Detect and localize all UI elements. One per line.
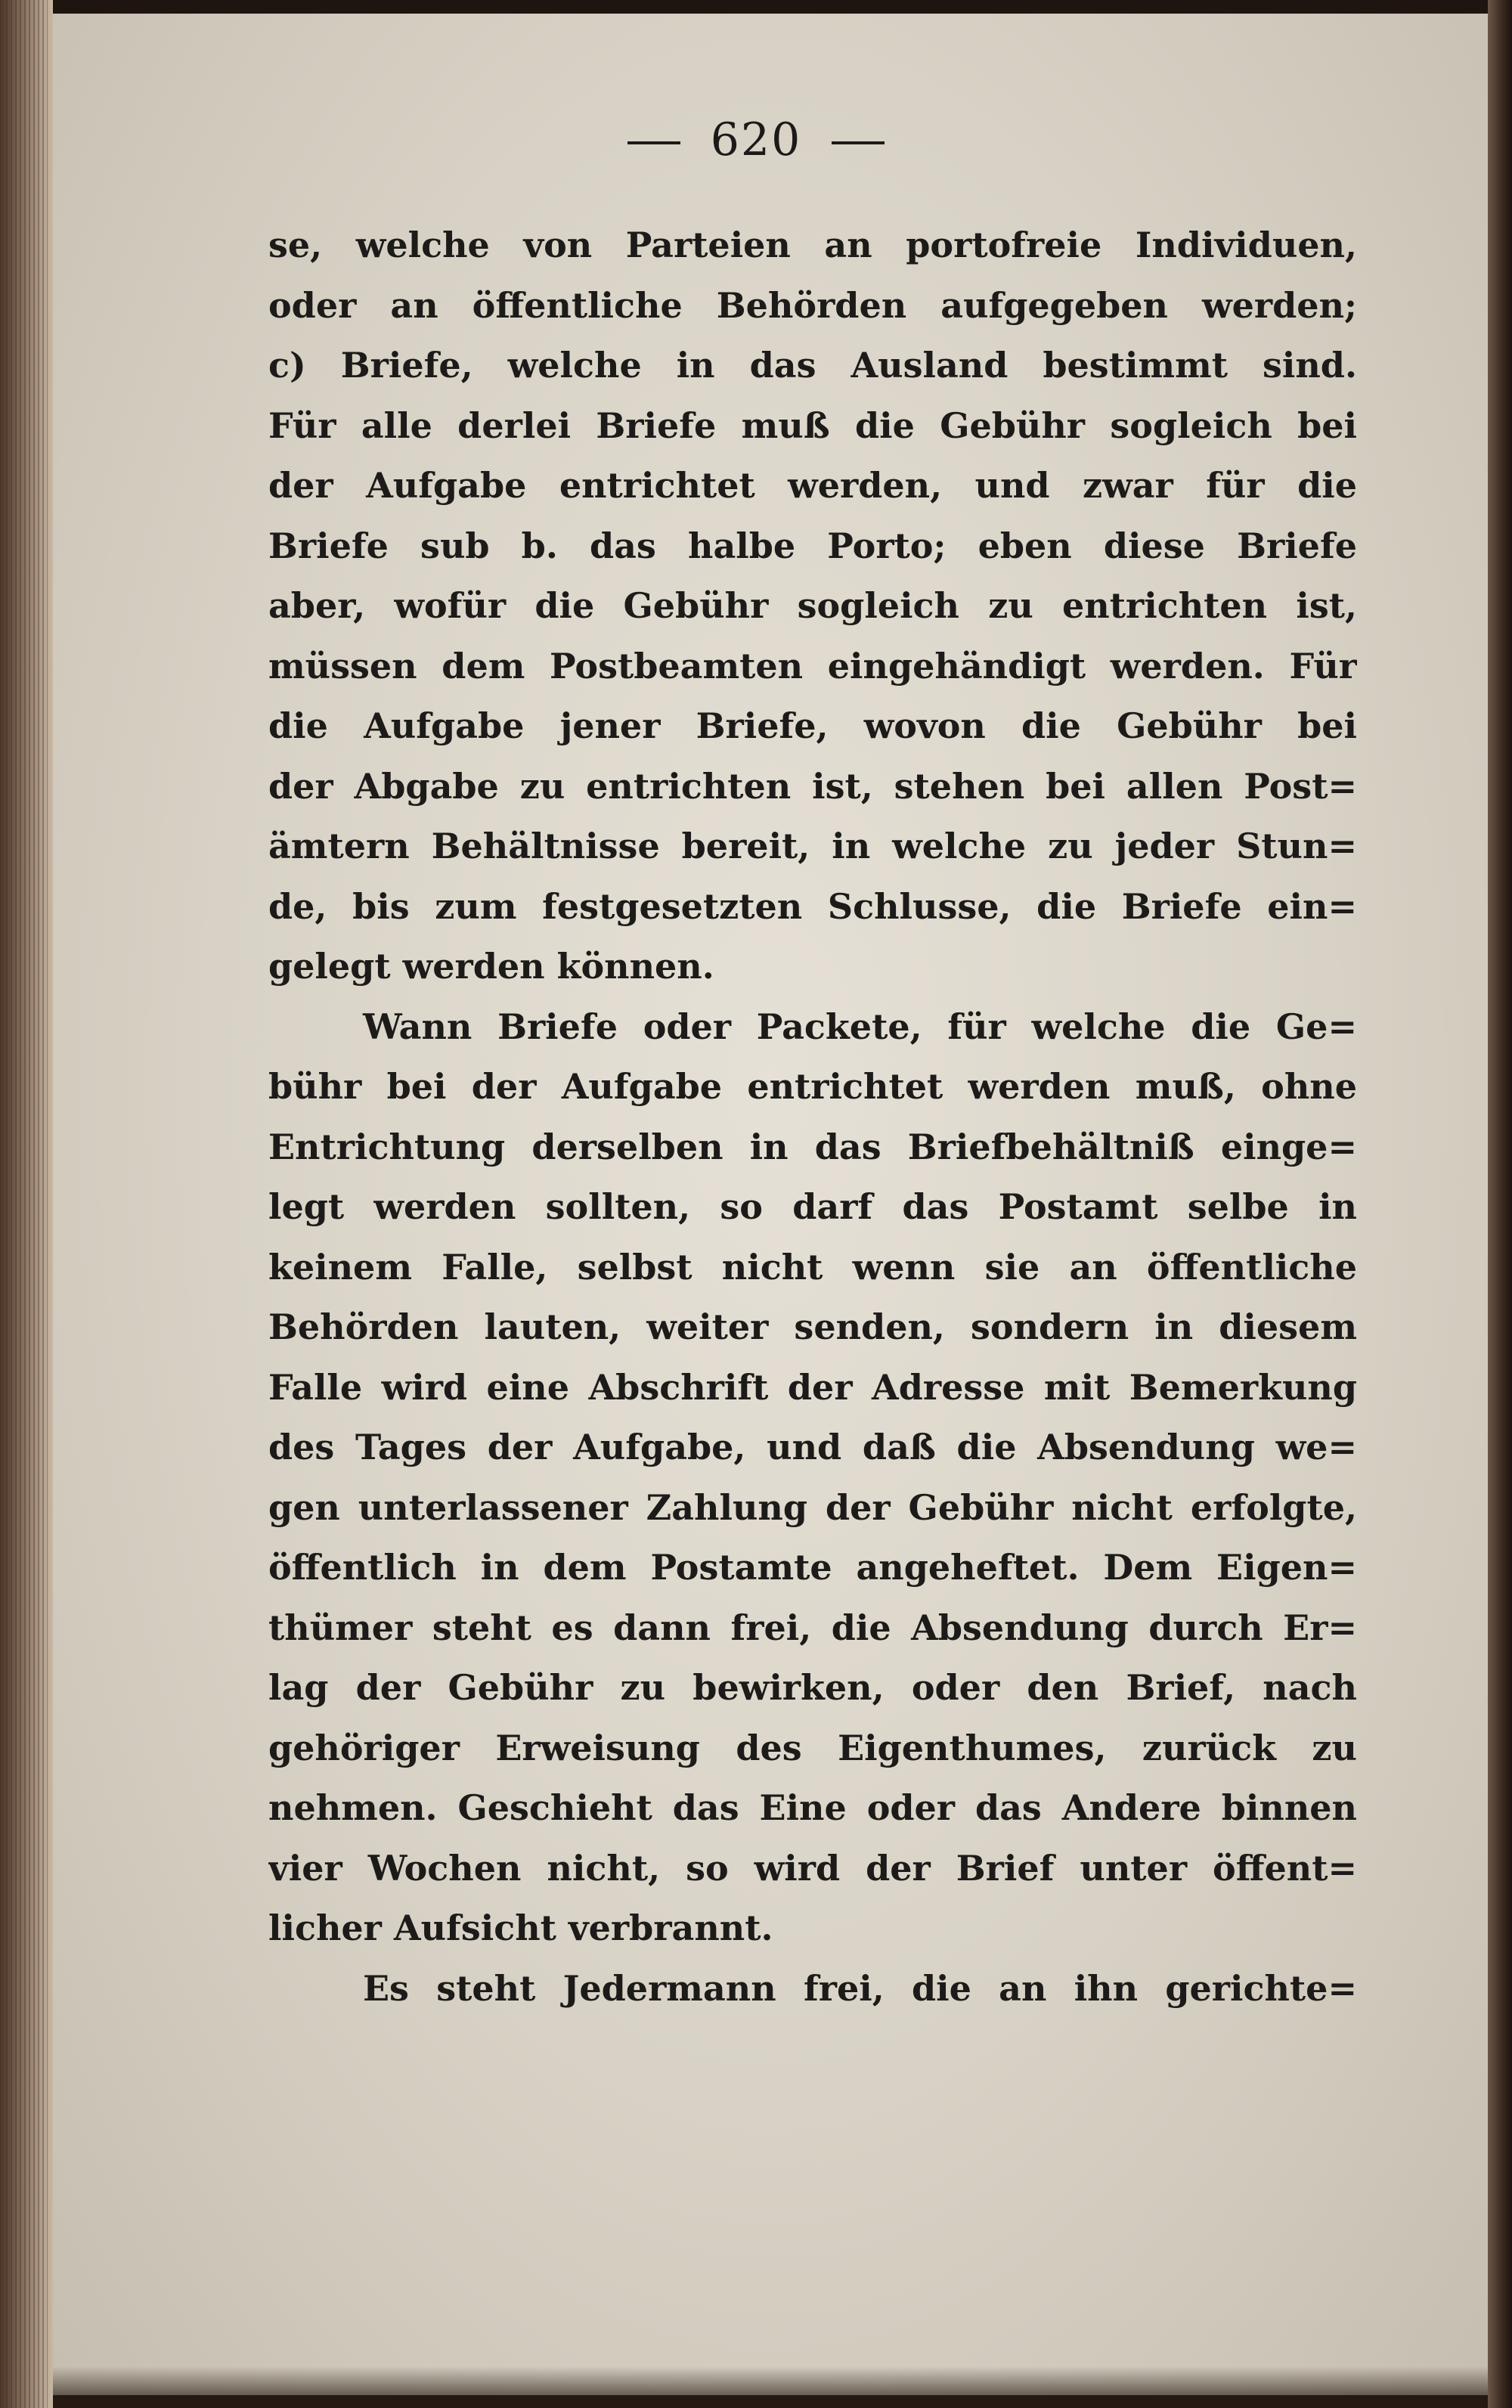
page-number: 620 (710, 113, 802, 166)
text-line: müssen dem Postbeamten eingehändigt werden. Für (268, 645, 1357, 686)
text-line: gehöriger Erweisung des Eigenthumes, zurück zu (268, 1727, 1357, 1768)
bottom-shadow (53, 2366, 1488, 2408)
text-line: der Abgabe zu entrichten ist, stehen bei allen Post= (268, 765, 1357, 807)
text-line: gen unterlassener Zahlung der Gebühr nicht erfolgte, (268, 1486, 1357, 1528)
page-header (0, 113, 1512, 166)
text-line: licher Aufsicht verbrannt. (268, 1907, 773, 1948)
text-line: Wann Briefe oder Packete, für welche die Ge= (363, 1006, 1357, 1047)
text-line: die Aufgabe jener Briefe, wovon die Gebühr bei (268, 705, 1357, 746)
text-line: c) Briefe, welche in das Ausland bestimmt sind. (268, 345, 1357, 386)
right-binding-edge (1488, 0, 1512, 2408)
text-line: de, bis zum festgesetzten Schlusse, die Briefe ein= (268, 885, 1357, 927)
text-line: thümer steht es dann frei, die Absendung durch Er= (268, 1607, 1357, 1648)
text-line: der Aufgabe entrichtet werden, und zwar für die (268, 465, 1357, 506)
text-line: Entrichtung derselben in das Briefbehältniß einge= (268, 1126, 1357, 1167)
text-line: ämtern Behältnisse bereit, in welche zu jeder Stun= (268, 826, 1357, 866)
page-stack-lines (6, 0, 48, 2408)
text-line: bühr bei der Aufgabe entrichtet werden muß, ohne (268, 1066, 1357, 1107)
text-line: Behörden lauten, weiter senden, sondern in diesem (268, 1306, 1357, 1347)
header-left-dash (627, 141, 680, 144)
text-line: Briefe sub b. das halbe Porto; eben diese Briefe (268, 525, 1357, 566)
text-line: Für alle derlei Briefe muß die Gebühr sogleich bei (268, 404, 1357, 446)
header-right-dash (832, 141, 885, 144)
text-line: öffentlich in dem Postamte angeheftet. Dem Eigen= (268, 1547, 1357, 1588)
text-line: nehmen. Geschieht das Eine oder das Andere binnen (268, 1787, 1357, 1828)
text-line: aber, wofür die Gebühr sogleich zu entrichten ist, (268, 585, 1357, 626)
text-line: keinem Falle, selbst nicht wenn sie an öffentliche (268, 1246, 1357, 1288)
text-line: gelegt werden können. (268, 946, 714, 987)
text-line: Es steht Jedermann frei, die an ihn gerichte= (363, 1967, 1357, 2009)
text-line: lag der Gebühr zu bewirken, oder den Brief, nach (268, 1667, 1357, 1708)
text-line: Falle wird eine Abschrift der Adresse mit Bemerkung (268, 1366, 1357, 1408)
text-line: oder an öffentliche Behörden aufgegeben werden; (268, 284, 1357, 326)
text-line: legt werden sollten, so darf das Postamt selbe in (268, 1186, 1357, 1227)
text-line: vier Wochen nicht, so wird der Brief unter öffent= (268, 1847, 1357, 1889)
text-line: des Tages der Aufgabe, und daß die Absendung we= (268, 1427, 1357, 1467)
body-text (268, 215, 1357, 2019)
text-line: se, welche von Parteien an portofreie Individuen, (268, 225, 1357, 265)
